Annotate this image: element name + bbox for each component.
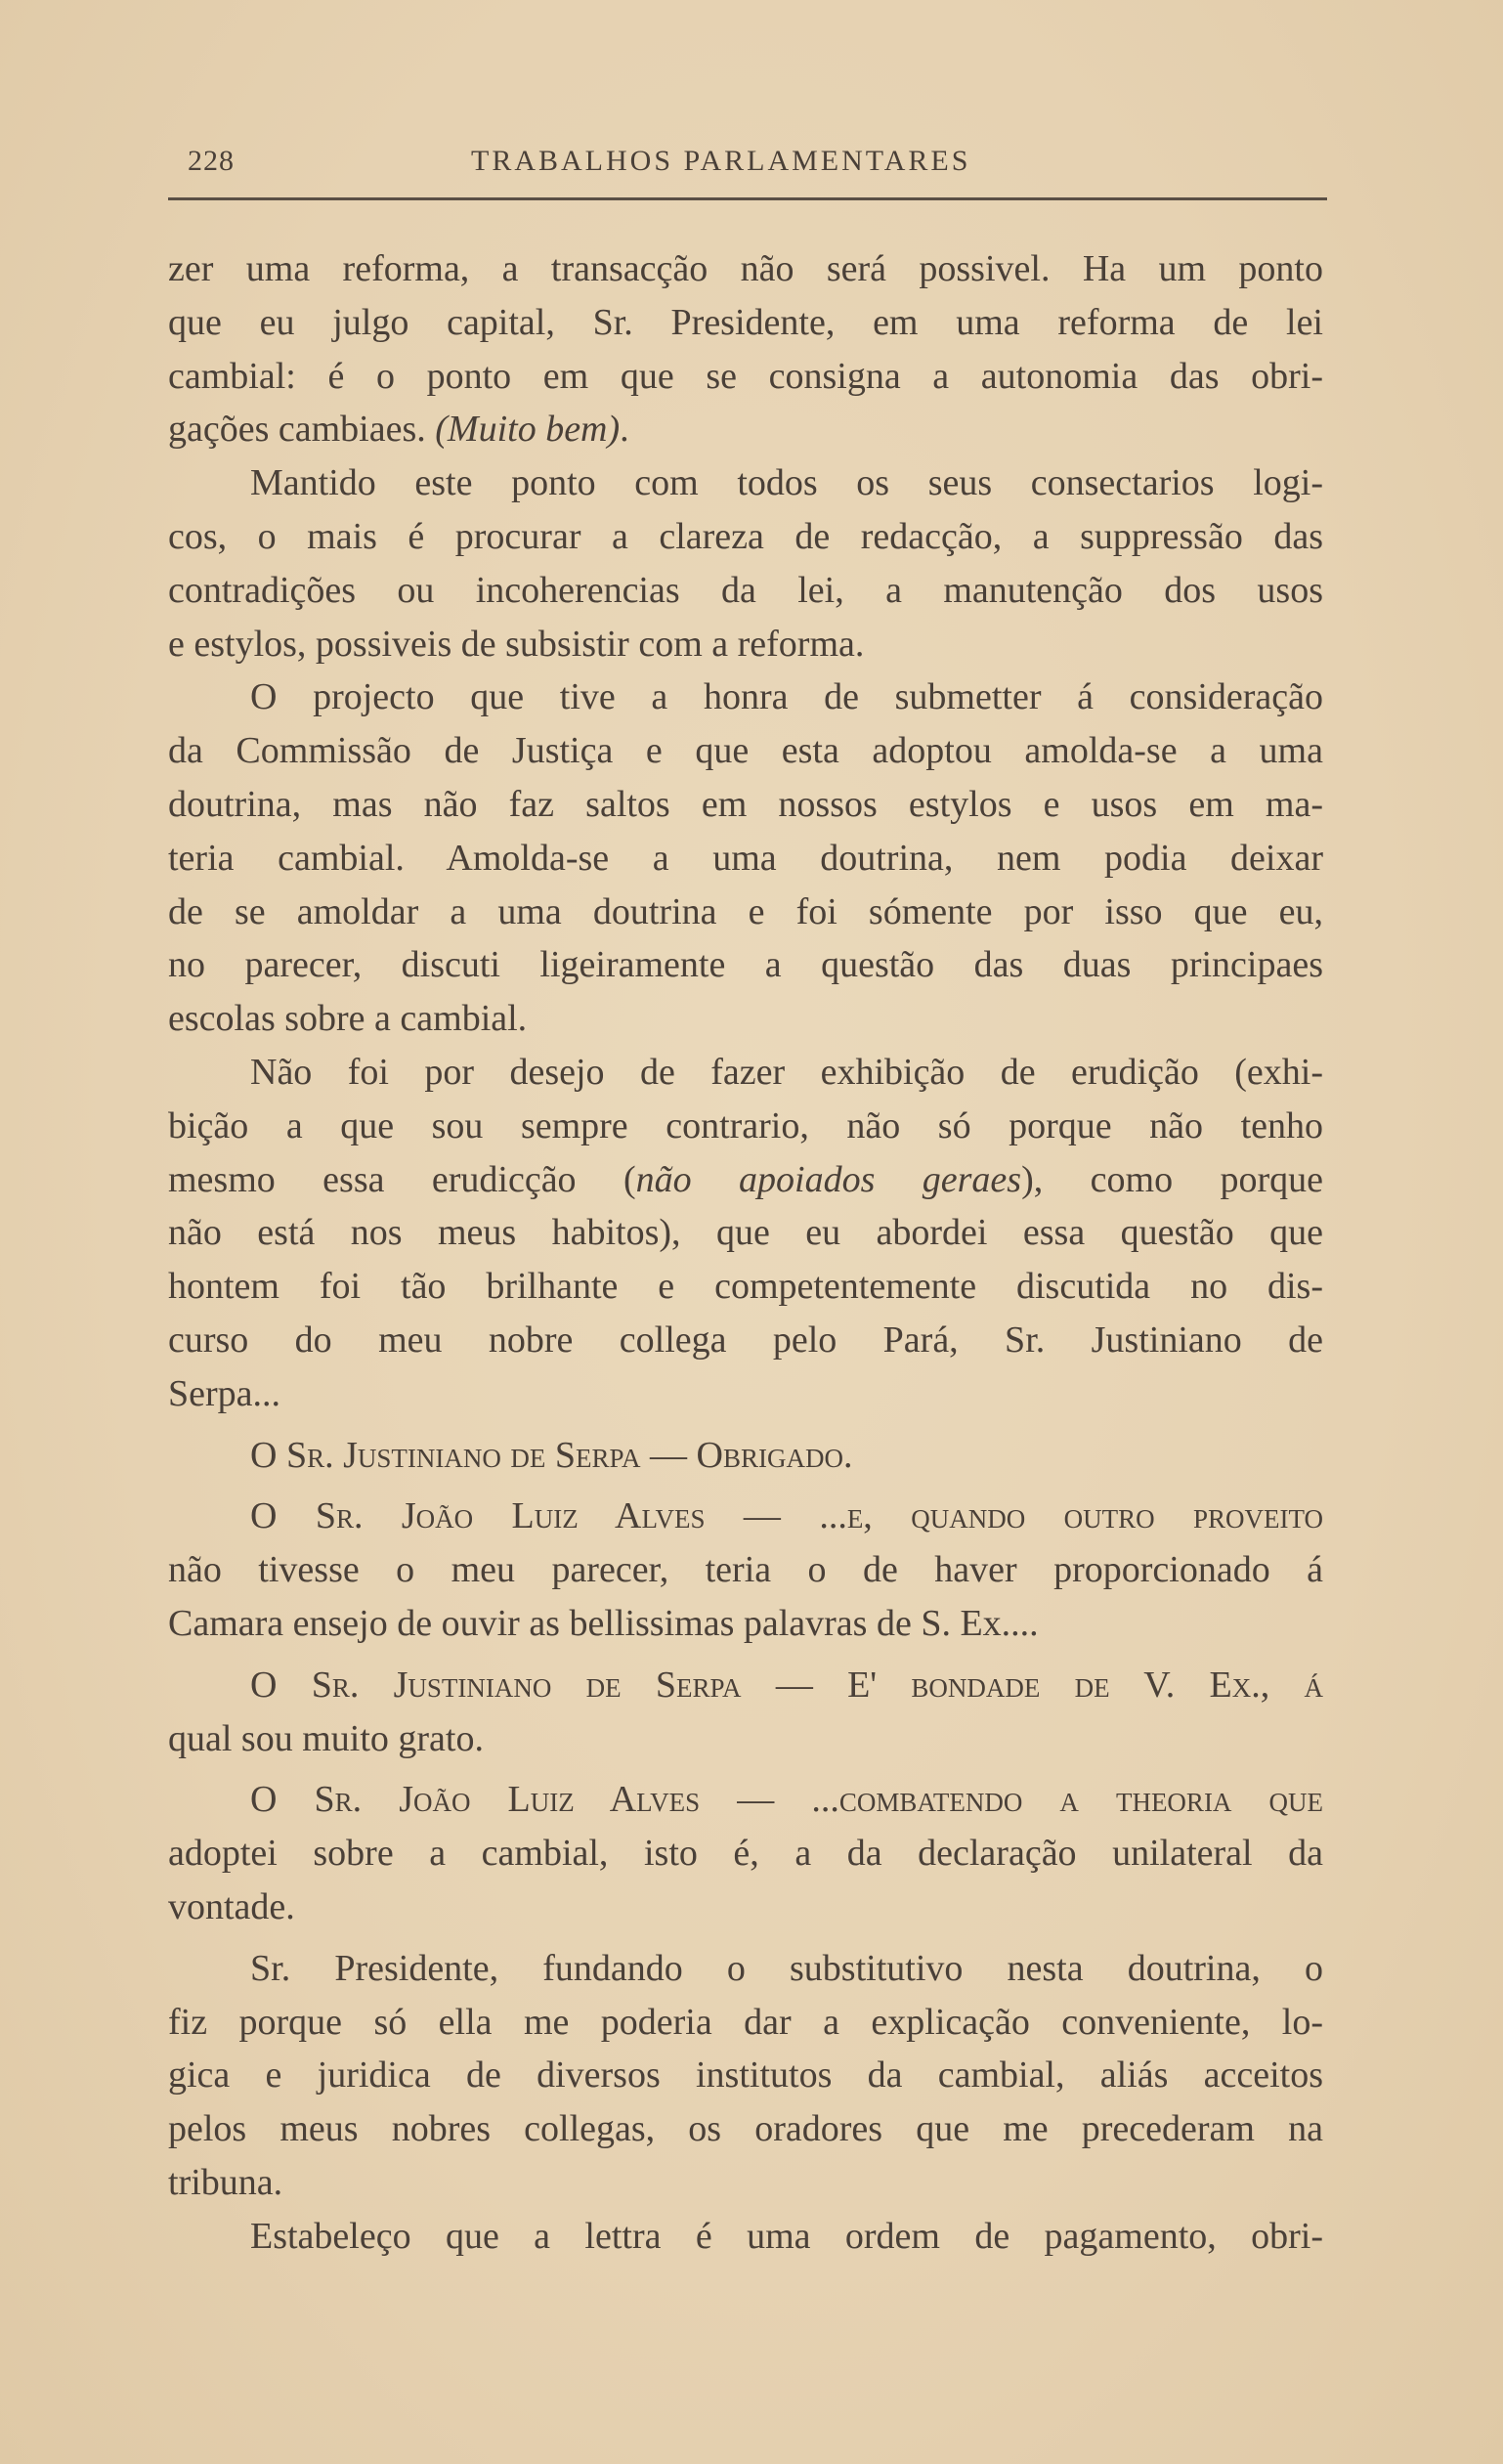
text-line: zer uma reforma, a transacção não será possivel. Ha um ponto bbox=[168, 248, 1323, 289]
text-line: Camara ensejo de ouvir as bellissimas palavras de S. Ex.... bbox=[168, 1602, 1039, 1644]
body-text bbox=[168, 242, 1323, 2263]
text-line: bição a que sou sempre contrario, não só porque não tenho bbox=[168, 1104, 1323, 1146]
text-line: gações cambiaes. (Muito bem). bbox=[168, 409, 629, 451]
text-line: no parecer, discuti ligeiramente a questão das duas principaes bbox=[168, 944, 1323, 986]
text-line: contradições ou incoherencias da lei, a manutenção dos usos bbox=[168, 569, 1323, 611]
text-line: Serpa... bbox=[168, 1372, 281, 1414]
text-line: pelos meus nobres collegas, os oradores que me precederam na bbox=[168, 2108, 1323, 2150]
text-line: de se amoldar a uma doutrina e foi sómente por isso que eu, bbox=[168, 890, 1323, 932]
text-line: hontem foi tão brilhante e competentemente discutida no dis- bbox=[168, 1266, 1323, 1308]
text-line: adoptei sobre a cambial, isto é, a da declaração unilateral da bbox=[168, 1833, 1323, 1875]
text-line: da Commissão de Justiça e que esta adoptou amolda-se a uma bbox=[168, 730, 1323, 772]
text-line: Mantido este ponto com todos os seus consectarios logi- bbox=[250, 462, 1323, 504]
running-title: TRABALHOS PARLAMENTARES bbox=[471, 145, 971, 177]
speaker-line: O Sr. Justiniano de Serpa — E' bondade de V. Ex., á bbox=[250, 1664, 1323, 1706]
text-line: fiz porque só ella me poderia dar a explicação conveniente, lo- bbox=[168, 2001, 1323, 2043]
speaker-line: O Sr. Justiniano de Serpa — Obrigado. bbox=[250, 1434, 853, 1476]
text-line: não está nos meus habitos), que eu abordei essa questão que bbox=[168, 1212, 1323, 1254]
text-line: qual sou muito grato. bbox=[168, 1717, 484, 1759]
text-line: doutrina, mas não faz saltos em nossos estylos e usos em ma- bbox=[168, 783, 1323, 825]
text-line: O projecto que tive a honra de submetter á consideração bbox=[250, 676, 1323, 718]
text-line: Sr. Presidente, fundando o substitutivo nesta doutrina, o bbox=[250, 1947, 1323, 1989]
text-line: mesmo essa erudicção (não apoiados geraes), como porque bbox=[168, 1158, 1323, 1200]
italic-aside: (Muito bem) bbox=[435, 409, 621, 451]
page-number: 228 bbox=[188, 145, 235, 177]
text-line: não tivesse o meu parecer, teria o de haver proporcionado á bbox=[168, 1549, 1323, 1591]
text-line: curso do meu nobre collega pelo Pará, Sr. Justiniano de bbox=[168, 1318, 1323, 1361]
page-header bbox=[168, 137, 1327, 200]
text-line: que eu julgo capital, Sr. Presidente, em uma reforma de lei bbox=[168, 301, 1323, 343]
italic-aside: não apoiados geraes bbox=[635, 1158, 1022, 1200]
text-line: e estylos, possiveis de subsistir com a reforma. bbox=[168, 623, 865, 665]
text-line: cambial: é o ponto em que se consigna a autonomia das obri- bbox=[168, 355, 1323, 397]
text-line: Estabeleço que a lettra é uma ordem de pagamento, obri- bbox=[250, 2215, 1323, 2257]
text-line: escolas sobre a cambial. bbox=[168, 998, 528, 1040]
text-line: tribuna. bbox=[168, 2161, 283, 2203]
text-line: cos, o mais é procurar a clareza de redacção, a suppressão das bbox=[168, 515, 1323, 557]
text-line: Não foi por desejo de fazer exhibição de erudição (exhi- bbox=[250, 1051, 1323, 1093]
speaker-line: O Sr. João Luiz Alves — ...combatendo a theoria que bbox=[250, 1779, 1323, 1821]
text-line: gica e juridica de diversos institutos da cambial, aliás acceitos bbox=[168, 2054, 1323, 2097]
text-line: vontade. bbox=[168, 1885, 295, 1927]
text-line: teria cambial. Amolda-se a uma doutrina, nem podia deixar bbox=[168, 837, 1323, 879]
speaker-line: O Sr. João Luiz Alves — ...e, quando outro proveito bbox=[250, 1495, 1323, 1537]
